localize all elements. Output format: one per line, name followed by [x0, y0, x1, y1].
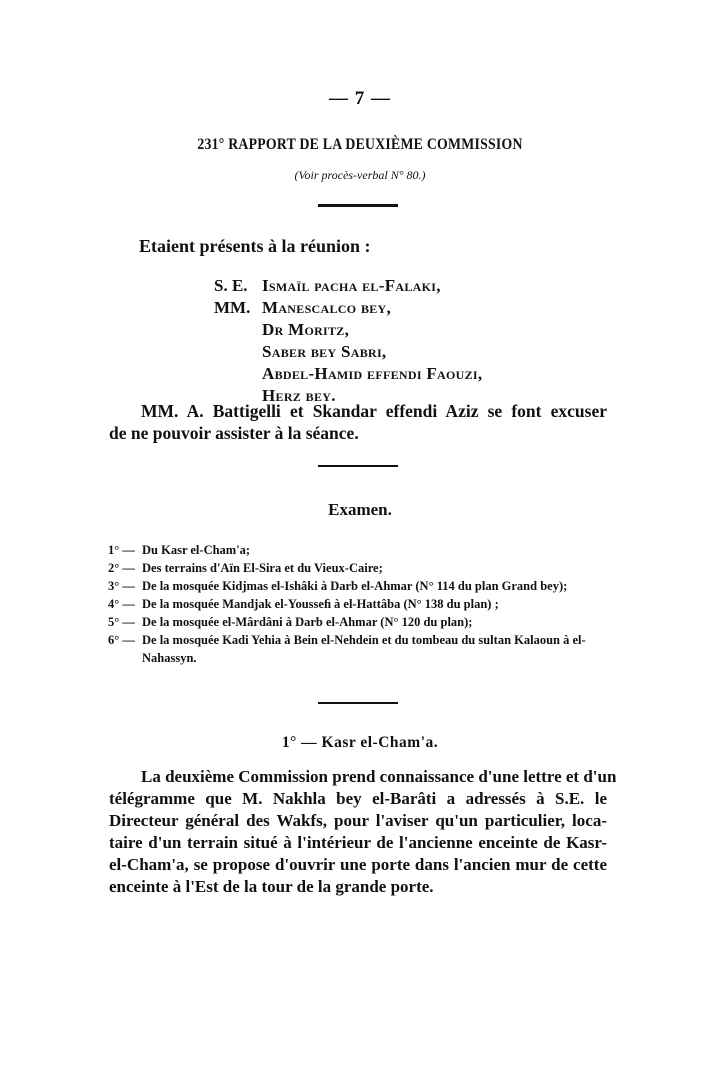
member-name: Herz bey. [262, 386, 336, 405]
paragraph-line: MM. A. Battigelli et Skandar effendi Aziz se font excuser [141, 401, 607, 421]
paragraph-line: enceinte à l'Est de la tour de la grande porte. [109, 877, 434, 896]
examen-list [108, 541, 608, 667]
list-number: 3° — [108, 579, 135, 593]
member-title: MM. [214, 298, 251, 317]
paragraph-line: Directeur général des Wakfs, pour l'aviser qu'un particulier, loca- [109, 811, 607, 830]
list-text: De la mosquée Mandjak el-Yousseﬁ à el-Hattâba (N° 138 du plan) ; [142, 597, 499, 611]
divider-rule [318, 702, 398, 704]
list-number: 5° — [108, 615, 135, 629]
excuse-paragraph [109, 400, 607, 444]
list-number: 6° — [108, 633, 135, 647]
paragraph-line: de ne pouvoir assister à la séance. [109, 423, 359, 443]
list-text: De la mosquée Kidjmas el-Ishâki à Darb el-Ahmar (N° 114 du plan Grand bey); [142, 579, 568, 593]
paragraph-line: télégramme que M. Nakhla bey el-Barâti a adressés à S.E. le [109, 789, 607, 808]
list-text: De la mosquée Kadi Yehia à Bein el-Nehdein et du tombeau du sultan Kalaoun à el-Nahassyn. [142, 633, 586, 665]
member-name: Manescalco bey, [262, 298, 392, 317]
member-name: Saber bey Sabri, [262, 342, 387, 361]
paragraph-line: taire d'un terrain situé à l'intérieur de l'ancienne enceinte de Kasr- [109, 833, 607, 852]
examen-heading: Examen. [328, 500, 392, 519]
member-title: S. E. [214, 276, 248, 295]
attendance-intro: Etaient présents à la réunion : [139, 236, 371, 256]
list-item [108, 559, 608, 577]
member-name: Dr Moritz, [262, 320, 350, 339]
list-text: Des terrains d'Aïn El-Sira et du Vieux-Caire; [142, 561, 383, 575]
report-title: 231° RAPPORT DE LA DEUXIÈME COMMISSION [197, 136, 523, 153]
member-name: Ismaïl pacha el-Falaki, [262, 276, 441, 295]
divider-rule [318, 465, 398, 467]
section-heading: 1° — Kasr el-Cham'a. [281, 734, 439, 751]
list-text: De la mosquée el-Mârdâni à Darb el-Ahmar (N° 120 du plan); [142, 615, 473, 629]
list-item [108, 631, 608, 667]
list-item [108, 541, 608, 559]
body-paragraph [109, 766, 617, 898]
report-subtitle: (Voir procès-verbal N° 80.) [294, 168, 426, 182]
list-number: 4° — [108, 597, 135, 611]
divider-rule [318, 204, 398, 207]
list-item [108, 595, 608, 613]
list-item [108, 577, 608, 595]
list-item [108, 613, 608, 631]
list-number: 2° — [108, 561, 135, 575]
paragraph-line: el-Cham'a, se propose d'ouvrir une porte dans l'ancien mur de cette [109, 855, 607, 874]
list-number: 1° — [108, 543, 135, 557]
list-text: Du Kasr el-Cham'a; [142, 543, 251, 557]
page-number: — 7 — [329, 88, 391, 109]
member-name: Abdel-Hamid effendi Faouzi, [262, 364, 483, 383]
paragraph-line: La deuxième Commission prend connaissance d'une lettre et d'un [141, 767, 617, 786]
